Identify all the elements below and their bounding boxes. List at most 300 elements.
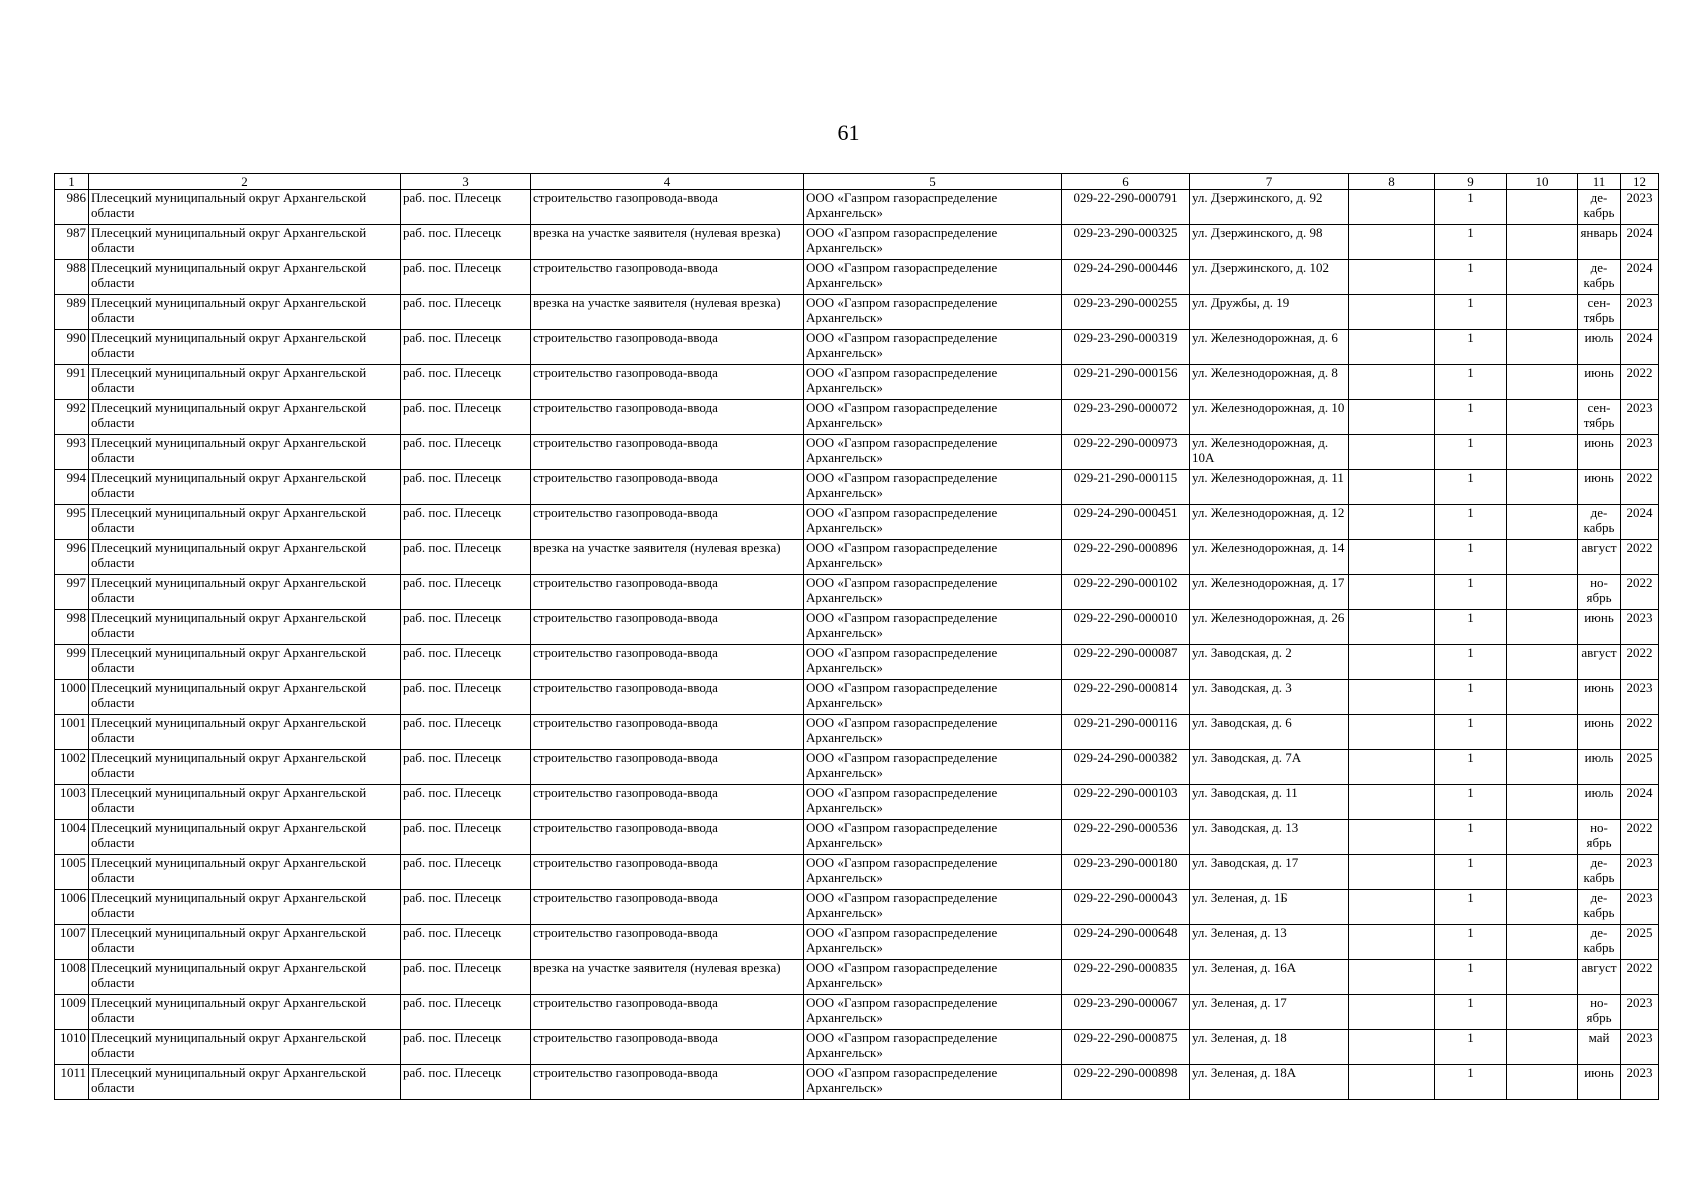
column-8-cell — [1349, 645, 1435, 680]
application-id-cell: 029-24-290-000648 — [1062, 925, 1190, 960]
table-row — [55, 260, 1659, 295]
settlement-cell: раб. пос. Плесецк — [401, 435, 531, 470]
column-8-cell — [1349, 540, 1435, 575]
quantity-cell: 1 — [1435, 225, 1507, 260]
column-8-cell — [1349, 610, 1435, 645]
organization-cell: ООО «Газпром газораспределение Архангельск» — [804, 680, 1062, 715]
work-type-cell: строительство газопровода-ввода — [531, 365, 804, 400]
column-10-cell — [1507, 1065, 1578, 1100]
year-cell: 2022 — [1621, 715, 1659, 750]
address-cell: ул. Железнодорожная, д. 11 — [1190, 470, 1349, 505]
table-row — [55, 225, 1659, 260]
application-id-cell: 029-22-290-000536 — [1062, 820, 1190, 855]
row-number-cell: 1003 — [55, 785, 89, 820]
work-type-cell: строительство газопровода-ввода — [531, 190, 804, 225]
column-10-cell — [1507, 260, 1578, 295]
application-id-cell: 029-22-290-000103 — [1062, 785, 1190, 820]
work-type-cell: строительство газопровода-ввода — [531, 1030, 804, 1065]
column-8-cell — [1349, 470, 1435, 505]
settlement-cell: раб. пос. Плесецк — [401, 995, 531, 1030]
column-header-1: 1 — [55, 174, 89, 190]
column-8-cell — [1349, 1065, 1435, 1100]
column-8-cell — [1349, 330, 1435, 365]
application-id-cell: 029-23-290-000319 — [1062, 330, 1190, 365]
column-10-cell — [1507, 435, 1578, 470]
table-row — [55, 995, 1659, 1030]
work-type-cell: строительство газопровода-ввода — [531, 925, 804, 960]
quantity-cell: 1 — [1435, 295, 1507, 330]
settlement-cell: раб. пос. Плесецк — [401, 225, 531, 260]
application-id-cell: 029-24-290-000451 — [1062, 505, 1190, 540]
row-number-cell: 992 — [55, 400, 89, 435]
quantity-cell: 1 — [1435, 1065, 1507, 1100]
table-row — [55, 365, 1659, 400]
column-8-cell — [1349, 680, 1435, 715]
organization-cell: ООО «Газпром газораспределение Архангельск» — [804, 260, 1062, 295]
settlement-cell: раб. пос. Плесецк — [401, 855, 531, 890]
organization-cell: ООО «Газпром газораспределение Архангельск» — [804, 470, 1062, 505]
year-cell: 2022 — [1621, 575, 1659, 610]
column-10-cell — [1507, 925, 1578, 960]
organization-cell: ООО «Газпром газораспределение Архангельск» — [804, 855, 1062, 890]
work-type-cell: строительство газопровода-ввода — [531, 505, 804, 540]
settlement-cell: раб. пос. Плесецк — [401, 715, 531, 750]
settlement-cell: раб. пос. Плесецк — [401, 785, 531, 820]
column-8-cell — [1349, 260, 1435, 295]
column-8-cell — [1349, 225, 1435, 260]
table-row — [55, 645, 1659, 680]
settlement-cell: раб. пос. Плесецк — [401, 1030, 531, 1065]
work-type-cell: врезка на участке заявителя (нулевая врезка) — [531, 225, 804, 260]
address-cell: ул. Заводская, д. 2 — [1190, 645, 1349, 680]
address-cell: ул. Зеленая, д. 17 — [1190, 995, 1349, 1030]
table-row — [55, 505, 1659, 540]
column-header-7: 7 — [1190, 174, 1349, 190]
column-10-cell — [1507, 890, 1578, 925]
column-8-cell — [1349, 190, 1435, 225]
column-10-cell — [1507, 575, 1578, 610]
column-10-cell — [1507, 295, 1578, 330]
month-cell: де-кабрь — [1578, 260, 1621, 295]
column-10-cell — [1507, 680, 1578, 715]
work-type-cell: строительство газопровода-ввода — [531, 1065, 804, 1100]
quantity-cell: 1 — [1435, 890, 1507, 925]
table-row — [55, 820, 1659, 855]
year-cell: 2023 — [1621, 855, 1659, 890]
application-id-cell: 029-22-290-000791 — [1062, 190, 1190, 225]
month-cell: июнь — [1578, 610, 1621, 645]
municipality-cell: Плесецкий муниципальный округ Архангельской области — [89, 400, 401, 435]
column-10-cell — [1507, 400, 1578, 435]
column-8-cell — [1349, 820, 1435, 855]
row-number-cell: 991 — [55, 365, 89, 400]
table-row — [55, 435, 1659, 470]
settlement-cell: раб. пос. Плесецк — [401, 400, 531, 435]
year-cell: 2022 — [1621, 365, 1659, 400]
quantity-cell: 1 — [1435, 610, 1507, 645]
settlement-cell: раб. пос. Плесецк — [401, 540, 531, 575]
quantity-cell: 1 — [1435, 1030, 1507, 1065]
row-number-cell: 1000 — [55, 680, 89, 715]
work-type-cell: строительство газопровода-ввода — [531, 680, 804, 715]
organization-cell: ООО «Газпром газораспределение Архангельск» — [804, 1030, 1062, 1065]
column-8-cell — [1349, 400, 1435, 435]
municipality-cell: Плесецкий муниципальный округ Архангельской области — [89, 295, 401, 330]
month-cell: сен-тябрь — [1578, 295, 1621, 330]
row-number-cell: 1006 — [55, 890, 89, 925]
application-id-cell: 029-23-290-000067 — [1062, 995, 1190, 1030]
quantity-cell: 1 — [1435, 750, 1507, 785]
municipality-cell: Плесецкий муниципальный округ Архангельской области — [89, 715, 401, 750]
year-cell: 2024 — [1621, 225, 1659, 260]
address-cell: ул. Заводская, д. 11 — [1190, 785, 1349, 820]
organization-cell: ООО «Газпром газораспределение Архангельск» — [804, 190, 1062, 225]
application-id-cell: 029-23-290-000180 — [1062, 855, 1190, 890]
organization-cell: ООО «Газпром газораспределение Архангельск» — [804, 715, 1062, 750]
organization-cell: ООО «Газпром газораспределение Архангельск» — [804, 400, 1062, 435]
address-cell: ул. Заводская, д. 17 — [1190, 855, 1349, 890]
municipality-cell: Плесецкий муниципальный округ Архангельской области — [89, 190, 401, 225]
municipality-cell: Плесецкий муниципальный округ Архангельской области — [89, 260, 401, 295]
month-cell: но-ябрь — [1578, 575, 1621, 610]
municipality-cell: Плесецкий муниципальный округ Архангельской области — [89, 470, 401, 505]
address-cell: ул. Заводская, д. 6 — [1190, 715, 1349, 750]
row-number-cell: 1007 — [55, 925, 89, 960]
work-type-cell: строительство газопровода-ввода — [531, 820, 804, 855]
table-row — [55, 1065, 1659, 1100]
work-type-cell: строительство газопровода-ввода — [531, 330, 804, 365]
month-cell: де-кабрь — [1578, 505, 1621, 540]
address-cell: ул. Зеленая, д. 18А — [1190, 1065, 1349, 1100]
header-row — [55, 174, 1659, 190]
column-header-12: 12 — [1621, 174, 1659, 190]
year-cell: 2022 — [1621, 960, 1659, 995]
year-cell: 2022 — [1621, 540, 1659, 575]
row-number-cell: 1009 — [55, 995, 89, 1030]
work-type-cell: врезка на участке заявителя (нулевая врезка) — [531, 540, 804, 575]
month-cell: июнь — [1578, 365, 1621, 400]
column-10-cell — [1507, 960, 1578, 995]
address-cell: ул. Железнодорожная, д. 10 — [1190, 400, 1349, 435]
year-cell: 2023 — [1621, 435, 1659, 470]
address-cell: ул. Зеленая, д. 13 — [1190, 925, 1349, 960]
application-id-cell: 029-22-290-000102 — [1062, 575, 1190, 610]
month-cell: июль — [1578, 330, 1621, 365]
work-type-cell: врезка на участке заявителя (нулевая врезка) — [531, 960, 804, 995]
organization-cell: ООО «Газпром газораспределение Архангельск» — [804, 575, 1062, 610]
column-10-cell — [1507, 505, 1578, 540]
application-id-cell: 029-22-290-000875 — [1062, 1030, 1190, 1065]
month-cell: де-кабрь — [1578, 925, 1621, 960]
settlement-cell: раб. пос. Плесецк — [401, 960, 531, 995]
table-row — [55, 470, 1659, 505]
municipality-cell: Плесецкий муниципальный округ Архангельской области — [89, 505, 401, 540]
application-id-cell: 029-23-290-000072 — [1062, 400, 1190, 435]
organization-cell: ООО «Газпром газораспределение Архангельск» — [804, 540, 1062, 575]
month-cell: де-кабрь — [1578, 890, 1621, 925]
row-number-cell: 996 — [55, 540, 89, 575]
row-number-cell: 988 — [55, 260, 89, 295]
application-id-cell: 029-21-290-000156 — [1062, 365, 1190, 400]
quantity-cell: 1 — [1435, 505, 1507, 540]
column-8-cell — [1349, 855, 1435, 890]
column-8-cell — [1349, 890, 1435, 925]
column-header-6: 6 — [1062, 174, 1190, 190]
year-cell: 2024 — [1621, 785, 1659, 820]
column-8-cell — [1349, 960, 1435, 995]
column-10-cell — [1507, 225, 1578, 260]
row-number-cell: 995 — [55, 505, 89, 540]
year-cell: 2025 — [1621, 750, 1659, 785]
row-number-cell: 1011 — [55, 1065, 89, 1100]
column-8-cell — [1349, 575, 1435, 610]
organization-cell: ООО «Газпром газораспределение Архангельск» — [804, 785, 1062, 820]
column-10-cell — [1507, 190, 1578, 225]
work-type-cell: строительство газопровода-ввода — [531, 785, 804, 820]
year-cell: 2023 — [1621, 400, 1659, 435]
column-header-8: 8 — [1349, 174, 1435, 190]
municipality-cell: Плесецкий муниципальный округ Архангельской области — [89, 960, 401, 995]
address-cell: ул. Дзержинского, д. 102 — [1190, 260, 1349, 295]
column-10-cell — [1507, 1030, 1578, 1065]
municipality-cell: Плесецкий муниципальный округ Архангельской области — [89, 890, 401, 925]
year-cell: 2023 — [1621, 890, 1659, 925]
settlement-cell: раб. пос. Плесецк — [401, 365, 531, 400]
column-8-cell — [1349, 435, 1435, 470]
year-cell: 2023 — [1621, 995, 1659, 1030]
row-number-cell: 993 — [55, 435, 89, 470]
column-10-cell — [1507, 995, 1578, 1030]
quantity-cell: 1 — [1435, 925, 1507, 960]
column-header-2: 2 — [89, 174, 401, 190]
quantity-cell: 1 — [1435, 785, 1507, 820]
settlement-cell: раб. пос. Плесецк — [401, 330, 531, 365]
row-number-cell: 1004 — [55, 820, 89, 855]
column-8-cell — [1349, 785, 1435, 820]
work-type-cell: строительство газопровода-ввода — [531, 470, 804, 505]
month-cell: июнь — [1578, 715, 1621, 750]
organization-cell: ООО «Газпром газораспределение Архангельск» — [804, 295, 1062, 330]
municipality-cell: Плесецкий муниципальный округ Архангельской области — [89, 540, 401, 575]
organization-cell: ООО «Газпром газораспределение Архангельск» — [804, 995, 1062, 1030]
table-row — [55, 575, 1659, 610]
column-header-9: 9 — [1435, 174, 1507, 190]
column-10-cell — [1507, 750, 1578, 785]
row-number-cell: 998 — [55, 610, 89, 645]
settlement-cell: раб. пос. Плесецк — [401, 505, 531, 540]
work-type-cell: строительство газопровода-ввода — [531, 890, 804, 925]
row-number-cell: 1008 — [55, 960, 89, 995]
municipality-cell: Плесецкий муниципальный округ Архангельской области — [89, 225, 401, 260]
column-10-cell — [1507, 540, 1578, 575]
work-type-cell: строительство газопровода-ввода — [531, 750, 804, 785]
address-cell: ул. Зеленая, д. 16А — [1190, 960, 1349, 995]
work-type-cell: строительство газопровода-ввода — [531, 715, 804, 750]
municipality-cell: Плесецкий муниципальный округ Архангельской области — [89, 575, 401, 610]
table-row — [55, 855, 1659, 890]
municipality-cell: Плесецкий муниципальный округ Архангельской области — [89, 995, 401, 1030]
address-cell: ул. Железнодорожная, д. 26 — [1190, 610, 1349, 645]
quantity-cell: 1 — [1435, 715, 1507, 750]
application-id-cell: 029-24-290-000382 — [1062, 750, 1190, 785]
year-cell: 2022 — [1621, 645, 1659, 680]
address-cell: ул. Заводская, д. 13 — [1190, 820, 1349, 855]
quantity-cell: 1 — [1435, 820, 1507, 855]
month-cell: май — [1578, 1030, 1621, 1065]
settlement-cell: раб. пос. Плесецк — [401, 925, 531, 960]
table-row — [55, 680, 1659, 715]
column-10-cell — [1507, 645, 1578, 680]
column-8-cell — [1349, 365, 1435, 400]
organization-cell: ООО «Газпром газораспределение Архангельск» — [804, 960, 1062, 995]
address-cell: ул. Железнодорожная, д. 10А — [1190, 435, 1349, 470]
row-number-cell: 986 — [55, 190, 89, 225]
organization-cell: ООО «Газпром газораспределение Архангельск» — [804, 890, 1062, 925]
table-row — [55, 785, 1659, 820]
address-cell: ул. Железнодорожная, д. 12 — [1190, 505, 1349, 540]
municipality-cell: Плесецкий муниципальный округ Архангельской области — [89, 785, 401, 820]
quantity-cell: 1 — [1435, 995, 1507, 1030]
column-header-3: 3 — [401, 174, 531, 190]
row-number-cell: 1005 — [55, 855, 89, 890]
work-type-cell: строительство газопровода-ввода — [531, 855, 804, 890]
page-number: 61 — [837, 120, 860, 145]
municipality-cell: Плесецкий муниципальный округ Архангельской области — [89, 1030, 401, 1065]
quantity-cell: 1 — [1435, 260, 1507, 295]
column-10-cell — [1507, 820, 1578, 855]
row-number-cell: 989 — [55, 295, 89, 330]
column-8-cell — [1349, 925, 1435, 960]
settlement-cell: раб. пос. Плесецк — [401, 470, 531, 505]
settlement-cell: раб. пос. Плесецк — [401, 190, 531, 225]
municipality-cell: Плесецкий муниципальный округ Архангельской области — [89, 855, 401, 890]
year-cell: 2024 — [1621, 330, 1659, 365]
organization-cell: ООО «Газпром газораспределение Архангельск» — [804, 1065, 1062, 1100]
column-10-cell — [1507, 365, 1578, 400]
address-cell: ул. Дружбы, д. 19 — [1190, 295, 1349, 330]
application-id-cell: 029-22-290-000010 — [1062, 610, 1190, 645]
table-row — [55, 925, 1659, 960]
row-number-cell: 999 — [55, 645, 89, 680]
municipality-cell: Плесецкий муниципальный округ Архангельской области — [89, 365, 401, 400]
row-number-cell: 997 — [55, 575, 89, 610]
year-cell: 2022 — [1621, 820, 1659, 855]
month-cell: де-кабрь — [1578, 190, 1621, 225]
work-type-cell: строительство газопровода-ввода — [531, 435, 804, 470]
application-id-cell: 029-21-290-000116 — [1062, 715, 1190, 750]
year-cell: 2024 — [1621, 505, 1659, 540]
application-id-cell: 029-23-290-000255 — [1062, 295, 1190, 330]
application-id-cell: 029-22-290-000898 — [1062, 1065, 1190, 1100]
work-type-cell: строительство газопровода-ввода — [531, 400, 804, 435]
application-id-cell: 029-23-290-000325 — [1062, 225, 1190, 260]
organization-cell: ООО «Газпром газораспределение Архангельск» — [804, 925, 1062, 960]
table-row — [55, 890, 1659, 925]
organization-cell: ООО «Газпром газораспределение Архангельск» — [804, 645, 1062, 680]
municipality-cell: Плесецкий муниципальный округ Архангельской области — [89, 1065, 401, 1100]
organization-cell: ООО «Газпром газораспределение Архангельск» — [804, 225, 1062, 260]
work-type-cell: строительство газопровода-ввода — [531, 575, 804, 610]
quantity-cell: 1 — [1435, 645, 1507, 680]
address-cell: ул. Зеленая, д. 1Б — [1190, 890, 1349, 925]
month-cell: август — [1578, 540, 1621, 575]
address-cell: ул. Железнодорожная, д. 8 — [1190, 365, 1349, 400]
column-header-11: 11 — [1578, 174, 1621, 190]
work-type-cell: врезка на участке заявителя (нулевая врезка) — [531, 295, 804, 330]
table-row — [55, 540, 1659, 575]
month-cell: август — [1578, 960, 1621, 995]
address-cell: ул. Железнодорожная, д. 17 — [1190, 575, 1349, 610]
municipality-cell: Плесецкий муниципальный округ Архангельской области — [89, 680, 401, 715]
organization-cell: ООО «Газпром газораспределение Архангельск» — [804, 750, 1062, 785]
settlement-cell: раб. пос. Плесецк — [401, 295, 531, 330]
column-10-cell — [1507, 470, 1578, 505]
quantity-cell: 1 — [1435, 470, 1507, 505]
month-cell: июль — [1578, 785, 1621, 820]
row-number-cell: 1010 — [55, 1030, 89, 1065]
table-row — [55, 295, 1659, 330]
settlement-cell: раб. пос. Плесецк — [401, 1065, 531, 1100]
column-header-10: 10 — [1507, 174, 1578, 190]
table-row — [55, 400, 1659, 435]
column-header-5: 5 — [804, 174, 1062, 190]
year-cell: 2022 — [1621, 470, 1659, 505]
municipality-cell: Плесецкий муниципальный округ Архангельской области — [89, 330, 401, 365]
municipality-cell: Плесецкий муниципальный округ Архангельской области — [89, 610, 401, 645]
application-id-cell: 029-22-290-000087 — [1062, 645, 1190, 680]
month-cell: сен-тябрь — [1578, 400, 1621, 435]
settlement-cell: раб. пос. Плесецк — [401, 260, 531, 295]
settlement-cell: раб. пос. Плесецк — [401, 645, 531, 680]
month-cell: но-ябрь — [1578, 995, 1621, 1030]
organization-cell: ООО «Газпром газораспределение Архангельск» — [804, 505, 1062, 540]
month-cell: июнь — [1578, 680, 1621, 715]
row-number-cell: 1001 — [55, 715, 89, 750]
municipality-cell: Плесецкий муниципальный округ Архангельской области — [89, 750, 401, 785]
address-cell: ул. Заводская, д. 3 — [1190, 680, 1349, 715]
organization-cell: ООО «Газпром газораспределение Архангельск» — [804, 820, 1062, 855]
settlement-cell: раб. пос. Плесецк — [401, 575, 531, 610]
work-type-cell: строительство газопровода-ввода — [531, 260, 804, 295]
column-10-cell — [1507, 715, 1578, 750]
address-cell: ул. Железнодорожная, д. 14 — [1190, 540, 1349, 575]
year-cell: 2023 — [1621, 295, 1659, 330]
settlement-cell: раб. пос. Плесецк — [401, 610, 531, 645]
settlement-cell: раб. пос. Плесецк — [401, 680, 531, 715]
registry-table — [54, 173, 1659, 1100]
work-type-cell: строительство газопровода-ввода — [531, 995, 804, 1030]
month-cell: июнь — [1578, 435, 1621, 470]
month-cell: август — [1578, 645, 1621, 680]
address-cell: ул. Зеленая, д. 18 — [1190, 1030, 1349, 1065]
organization-cell: ООО «Газпром газораспределение Архангельск» — [804, 365, 1062, 400]
quantity-cell: 1 — [1435, 855, 1507, 890]
application-id-cell: 029-22-290-000835 — [1062, 960, 1190, 995]
year-cell: 2023 — [1621, 680, 1659, 715]
table-row — [55, 960, 1659, 995]
row-number-cell: 994 — [55, 470, 89, 505]
column-10-cell — [1507, 855, 1578, 890]
table-row — [55, 190, 1659, 225]
year-cell: 2023 — [1621, 1065, 1659, 1100]
quantity-cell: 1 — [1435, 960, 1507, 995]
month-cell: де-кабрь — [1578, 855, 1621, 890]
column-header-4: 4 — [531, 174, 804, 190]
year-cell: 2023 — [1621, 610, 1659, 645]
column-10-cell — [1507, 610, 1578, 645]
application-id-cell: 029-22-290-000973 — [1062, 435, 1190, 470]
application-id-cell: 029-21-290-000115 — [1062, 470, 1190, 505]
